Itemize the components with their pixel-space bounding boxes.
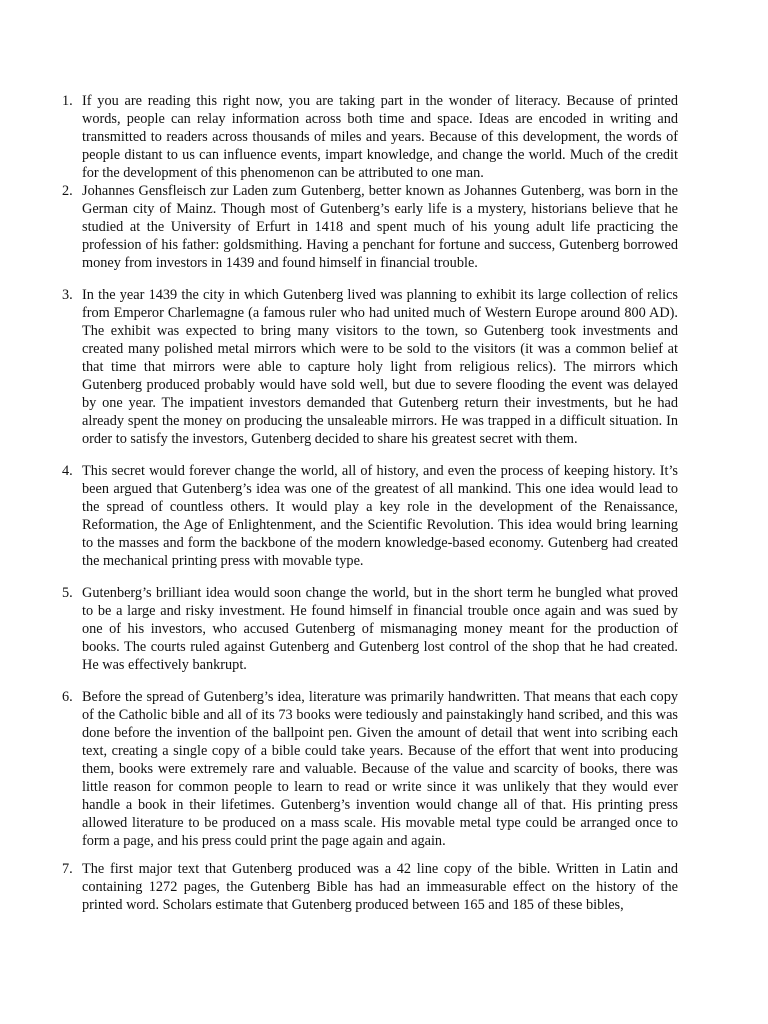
- paragraph-number: 7.: [62, 861, 73, 877]
- paragraph-list: [52, 92, 678, 914]
- paragraph-5: [52, 584, 678, 674]
- paragraph-1: [52, 92, 678, 182]
- paragraph-4: [52, 462, 678, 570]
- paragraph-7: [52, 860, 678, 914]
- paragraph-text: Before the spread of Gutenberg’s idea, literature was primarily handwritten. That means that each copy of the Catholic bible and all of its 73 books were tediously and painstakingly hand scribed, and this was done before the invention of the ballpoint pen. Given the amount of detail that went into scribing each text, creating a single copy of a bible could take years. Because of the effort that went into producing them, books were extremely rare and valuable. Because of the value and scarcity of books, there was little reason for common people to learn to read or write since it was unlikely that they would ever handle a book in their lifetimes. Gutenberg’s invention would change all of that. His printing press allowed literature to be produced on a mass scale. His movable metal type could be arranged once to form a page, and his press could print the page again and again.: [82, 689, 678, 849]
- paragraph-text: Gutenberg’s brilliant idea would soon change the world, but in the short term he bungled what proved to be a large and risky investment. He found himself in financial trouble once again and was sued by one of his investors, who accused Gutenberg of mismanaging money meant for the production of books. The courts ruled against Gutenberg and Gutenberg lost control of the shop that he had created. He was effectively bankrupt.: [82, 585, 678, 673]
- paragraph-text: In the year 1439 the city in which Gutenberg lived was planning to exhibit its large collection of relics from Emperor Charlemagne (a famous ruler who had united much of Western Europe around 800 AD). The exhibit was expected to bring many visitors to the town, so Gutenberg took investments and created many polished metal mirrors which were to be sold to the visitors (it was a common belief at that time that mirrors were able to capture holy light from religious relics). The mirrors which Gutenberg produced probably would have sold well, but due to severe flooding the event was delayed by one year. The impatient investors demanded that Gutenberg return their investments, but he had already spent the money on producing the unsaleable mirrors. He was trapped in a difficult situation. In order to satisfy the investors, Gutenberg decided to share his greatest secret with them.: [82, 287, 678, 447]
- paragraph-text: If you are reading this right now, you are taking part in the wonder of literacy. Because of printed words, people can relay information across both time and space. Ideas are encoded in writing and transmitted to readers across thousands of miles and years. Because of this development, the words of people distant to us can influence events, impart knowledge, and change the world. Much of the credit for the development of this phenomenon can be attributed to one man.: [82, 93, 678, 181]
- paragraph-number: 3.: [62, 287, 73, 303]
- paragraph-2: [52, 182, 678, 272]
- paragraph-text: Johannes Gensfleisch zur Laden zum Gutenberg, better known as Johannes Gutenberg, was born in the German city of Mainz. Though most of Gutenberg’s early life is a mystery, historians believe that he studied at the University of Erfurt in 1418 and spent much of his young adult life practicing the profession of his father: goldsmithing. Having a penchant for fortune and success, Gutenberg borrowed money from investors in 1439 and found himself in financial trouble.: [82, 183, 678, 271]
- paragraph-text: This secret would forever change the world, all of history, and even the process of keeping history. It’s been argued that Gutenberg’s idea was one of the greatest of all mankind. This one idea would lead to the spread of countless others. It would play a key role in the development of the Renaissance, Reformation, the Age of Enlightenment, and the Scientific Revolution. This idea would bring learning to the masses and form the backbone of the modern knowledge-based economy. Gutenberg had created the mechanical printing press with movable type.: [82, 463, 678, 569]
- paragraph-number: 1.: [62, 93, 73, 109]
- paragraph-3: [52, 286, 678, 448]
- paragraph-number: 5.: [62, 585, 73, 601]
- paragraph-number: 2.: [62, 183, 73, 199]
- paragraph-text: The first major text that Gutenberg produced was a 42 line copy of the bible. Written in Latin and containing 1272 pages, the Gutenberg Bible has had an immeasurable effect on the history of the printed word. Scholars estimate that Gutenberg produced between 165 and 185 of these bibles,: [82, 861, 678, 913]
- paragraph-number: 4.: [62, 463, 73, 479]
- paragraph-6: [52, 688, 678, 850]
- paragraph-number: 6.: [62, 689, 73, 705]
